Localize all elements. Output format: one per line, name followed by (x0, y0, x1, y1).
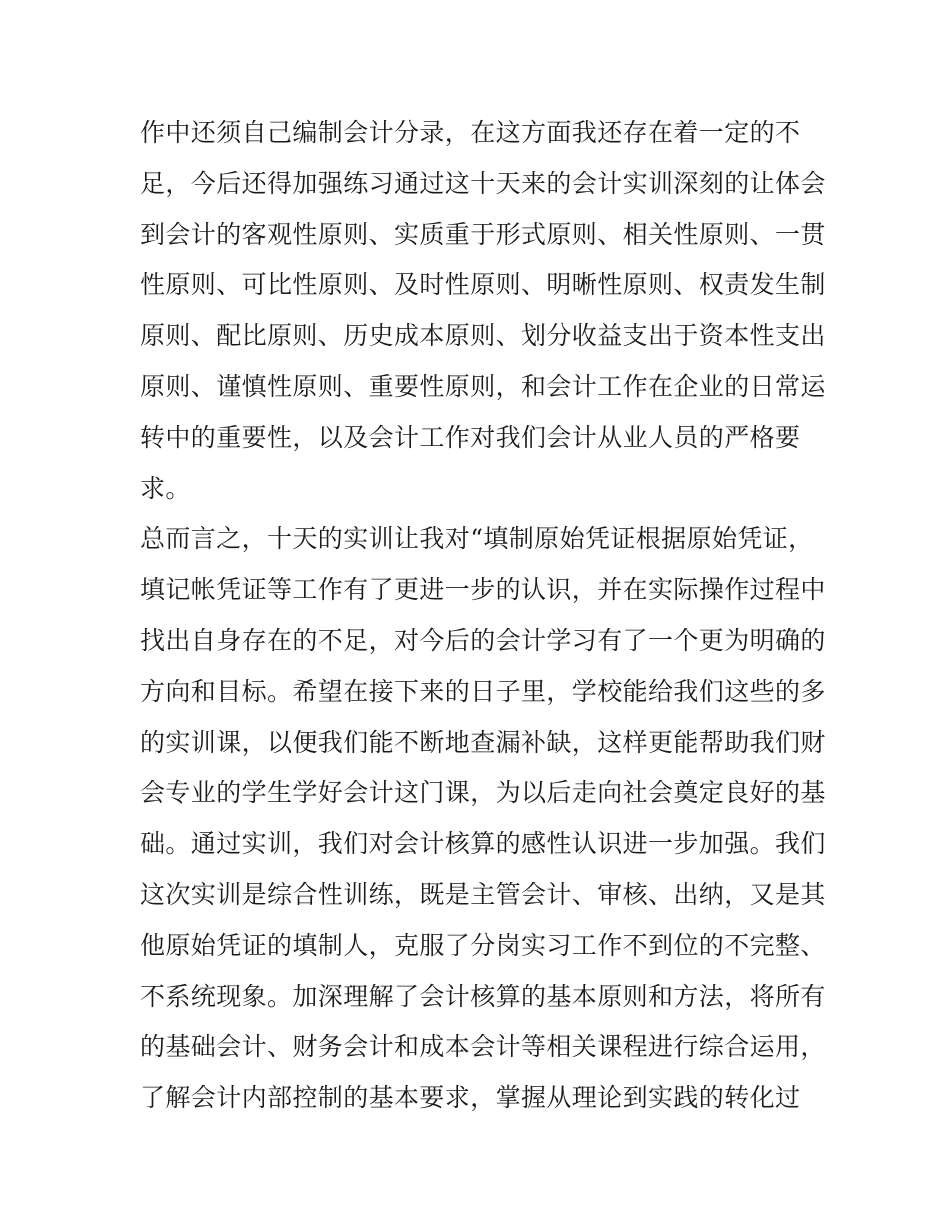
text-line: 性原则、可比性原则、及时性原则、明晰性原则、权责发生制 (140, 270, 826, 300)
text-line: 他原始凭证的填制人，克服了分岗实习工作不到位的不完整、 (140, 930, 826, 960)
text-line: 了解会计内部控制的基本要求，掌握从理论到实践的转化过 (140, 1083, 801, 1113)
text-line: 找出自身存在的不足，对今后的会计学习有了一个更为明确的 (140, 625, 826, 655)
text-line: 会专业的学生学好会计这门课，为以后走向社会奠定良好的基 (140, 778, 826, 808)
text-line: 的基础会计、财务会计和成本会计等相关课程进行综合运用， (140, 1032, 826, 1062)
text-line: 求。 (140, 473, 191, 503)
text-line: 这次实训是综合性训练，既是主管会计、审核、出纳，又是其 (140, 879, 826, 909)
text-line: 足，今后还得加强练习通过这十天来的会计实训深刻的让体会 (140, 168, 826, 198)
text-line: 转中的重要性，以及会计工作对我们会计从业人员的严格要 (140, 422, 801, 452)
text-line: 础。通过实训，我们对会计核算的感性认识进一步加强。我们 (140, 829, 826, 859)
text-line: 总而言之，十天的实训让我对“填制原始凭证根据原始凭证， (140, 524, 814, 554)
text-line: 填记帐凭证等工作有了更进一步的认识，并在实际操作过程中 (140, 575, 826, 605)
text-line: 原则、谨慎性原则、重要性原则，和会计工作在企业的日常运 (140, 371, 826, 401)
text-line: 的实训课，以便我们能不断地查漏补缺，这样更能帮助我们财 (140, 727, 826, 757)
text-line: 不系统现象。加深理解了会计核算的基本原则和方法，将所有 (140, 981, 826, 1011)
text-line: 作中还须自己编制会计分录，在这方面我还存在着一定的不 (140, 118, 801, 147)
body-text (140, 108, 826, 1124)
text-line: 原则、配比原则、历史成本原则、划分收益支出于资本性支出 (140, 321, 826, 351)
text-line: 到会计的客观性原则、实质重于形式原则、相关性原则、一贯 (140, 219, 826, 249)
text-line: 方向和目标。希望在接下来的日子里，学校能给我们这些的多 (140, 676, 826, 706)
